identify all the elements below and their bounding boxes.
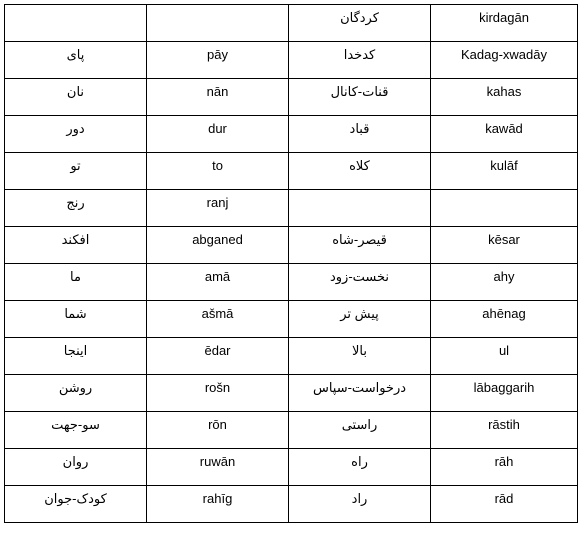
table-cell-pahlavi-transliteration [431, 153, 578, 190]
cell-text: Kadag-xwadāy [461, 47, 547, 62]
cell-text: lābaggarih [473, 380, 535, 395]
cell-text: پای [66, 47, 85, 62]
cell-text: راه [351, 454, 368, 469]
cell-text: kawād [485, 121, 523, 136]
table-row [5, 5, 578, 42]
table-cell-persian-word [5, 116, 147, 153]
cell-text: pāy [207, 47, 228, 62]
table-cell-pahlavi-transliteration [431, 42, 578, 79]
table-cell-pahlavi-transliteration [431, 79, 578, 116]
cell-text: ahēnag [482, 306, 526, 321]
table-cell-pahlavi-transliteration [431, 190, 578, 227]
cell-text: درخواست-سپاس [312, 380, 407, 395]
table-cell-persian-word [5, 449, 147, 486]
cell-text: amā [204, 269, 231, 284]
table-cell-pahlavi-transliteration [431, 5, 578, 42]
glossary-table-body [5, 5, 578, 523]
cell-text [289, 190, 430, 195]
cell-text: rošn [204, 380, 231, 395]
cell-text: روان [62, 454, 89, 469]
table-cell-pahlavi-transliteration [147, 338, 289, 375]
table-cell-pahlavi-transliteration [147, 375, 289, 412]
cell-text: dur [208, 121, 227, 136]
table-cell-persian-word [5, 153, 147, 190]
table-cell-pahlavi-transliteration [147, 412, 289, 449]
cell-text: بالا [352, 343, 367, 358]
table-cell-pahlavi-transliteration [147, 5, 289, 42]
cell-text: قیصر-شاه [332, 232, 387, 247]
cell-text: کردگان [340, 10, 379, 25]
table-row [5, 79, 578, 116]
cell-text: قنات-کانال [330, 84, 389, 99]
table-cell-persian-word [289, 338, 431, 375]
table-cell-pahlavi-transliteration [431, 375, 578, 412]
table-row [5, 227, 578, 264]
table-row [5, 190, 578, 227]
cell-text: راد [351, 491, 368, 506]
cell-text: rād [494, 491, 514, 506]
cell-text: تو [70, 158, 81, 173]
table-cell-pahlavi-transliteration [431, 412, 578, 449]
cell-text: اینجا [63, 343, 88, 358]
cell-text: ranj [206, 195, 229, 210]
table-row [5, 301, 578, 338]
cell-text: راستی [341, 417, 378, 432]
cell-text: کودک-جوان [44, 491, 107, 506]
cell-text: rāstih [488, 417, 520, 432]
table-cell-persian-word [289, 116, 431, 153]
table-cell-pahlavi-transliteration [147, 79, 289, 116]
table-cell-persian-word [289, 5, 431, 42]
cell-text: دور [66, 121, 85, 136]
cell-text: rahīg [202, 491, 233, 506]
table-cell-pahlavi-transliteration [147, 264, 289, 301]
table-cell-persian-word [5, 264, 147, 301]
cell-text: کلاه [349, 158, 370, 173]
cell-text: ul [498, 343, 510, 358]
table-cell-persian-word [289, 449, 431, 486]
table-cell-persian-word [289, 79, 431, 116]
cell-text: کدخدا [343, 47, 376, 62]
cell-text: ašmā [201, 306, 234, 321]
table-cell-persian-word [289, 190, 431, 227]
cell-text: kulāf [490, 158, 518, 173]
table-row [5, 116, 578, 153]
cell-text: نخست-زود [329, 269, 390, 284]
table-cell-pahlavi-transliteration [147, 486, 289, 523]
cell-text: پیش تر [340, 306, 379, 321]
table-cell-pahlavi-transliteration [431, 116, 578, 153]
cell-text: قباد [349, 121, 370, 136]
table-row [5, 375, 578, 412]
cell-text: nān [206, 84, 229, 99]
cell-text: ما [70, 269, 81, 284]
cell-text: rōn [208, 417, 227, 432]
table-row [5, 264, 578, 301]
table-cell-persian-word [5, 486, 147, 523]
table-row [5, 42, 578, 79]
table-cell-persian-word [289, 153, 431, 190]
table-cell-persian-word [5, 227, 147, 264]
table-cell-persian-word [5, 375, 147, 412]
table-cell-pahlavi-transliteration [147, 190, 289, 227]
cell-text: رنج [66, 195, 85, 210]
cell-text [431, 190, 577, 195]
table-cell-pahlavi-transliteration [147, 153, 289, 190]
table-cell-pahlavi-transliteration [431, 338, 578, 375]
cell-text: to [212, 158, 223, 173]
cell-text: شما [64, 306, 87, 321]
table-cell-persian-word [5, 5, 147, 42]
table-row [5, 338, 578, 375]
cell-text: kēsar [488, 232, 520, 247]
table-cell-persian-word [289, 375, 431, 412]
glossary-table [4, 4, 578, 523]
table-cell-pahlavi-transliteration [147, 449, 289, 486]
cell-text: روشن [58, 380, 93, 395]
table-row [5, 449, 578, 486]
table-cell-persian-word [5, 412, 147, 449]
table-cell-persian-word [289, 264, 431, 301]
cell-text: سو-جهت [51, 417, 100, 432]
table-cell-persian-word [289, 301, 431, 338]
table-cell-persian-word [289, 227, 431, 264]
table-cell-persian-word [289, 412, 431, 449]
cell-text: abganed [192, 232, 243, 247]
table-cell-persian-word [5, 301, 147, 338]
table-cell-pahlavi-transliteration [431, 486, 578, 523]
table-cell-pahlavi-transliteration [431, 227, 578, 264]
table-cell-pahlavi-transliteration [431, 264, 578, 301]
table-cell-persian-word [289, 42, 431, 79]
table-cell-persian-word [289, 486, 431, 523]
table-cell-pahlavi-transliteration [431, 449, 578, 486]
cell-text: ruwān [199, 454, 236, 469]
table-cell-pahlavi-transliteration [147, 301, 289, 338]
cell-text: ahy [493, 269, 515, 284]
cell-text: kahas [486, 84, 522, 99]
table-row [5, 153, 578, 190]
table-cell-pahlavi-transliteration [147, 116, 289, 153]
table-row [5, 486, 578, 523]
table-cell-persian-word [5, 190, 147, 227]
cell-text [5, 5, 146, 10]
table-cell-pahlavi-transliteration [431, 301, 578, 338]
table-cell-pahlavi-transliteration [147, 227, 289, 264]
table-cell-persian-word [5, 338, 147, 375]
cell-text: kirdagān [479, 10, 529, 25]
table-cell-persian-word [5, 42, 147, 79]
cell-text: افکند [61, 232, 90, 247]
table-cell-pahlavi-transliteration [147, 42, 289, 79]
cell-text: نان [66, 84, 85, 99]
cell-text: ēdar [204, 343, 231, 358]
table-row [5, 412, 578, 449]
cell-text: rāh [494, 454, 514, 469]
table-cell-persian-word [5, 79, 147, 116]
cell-text [147, 5, 288, 10]
